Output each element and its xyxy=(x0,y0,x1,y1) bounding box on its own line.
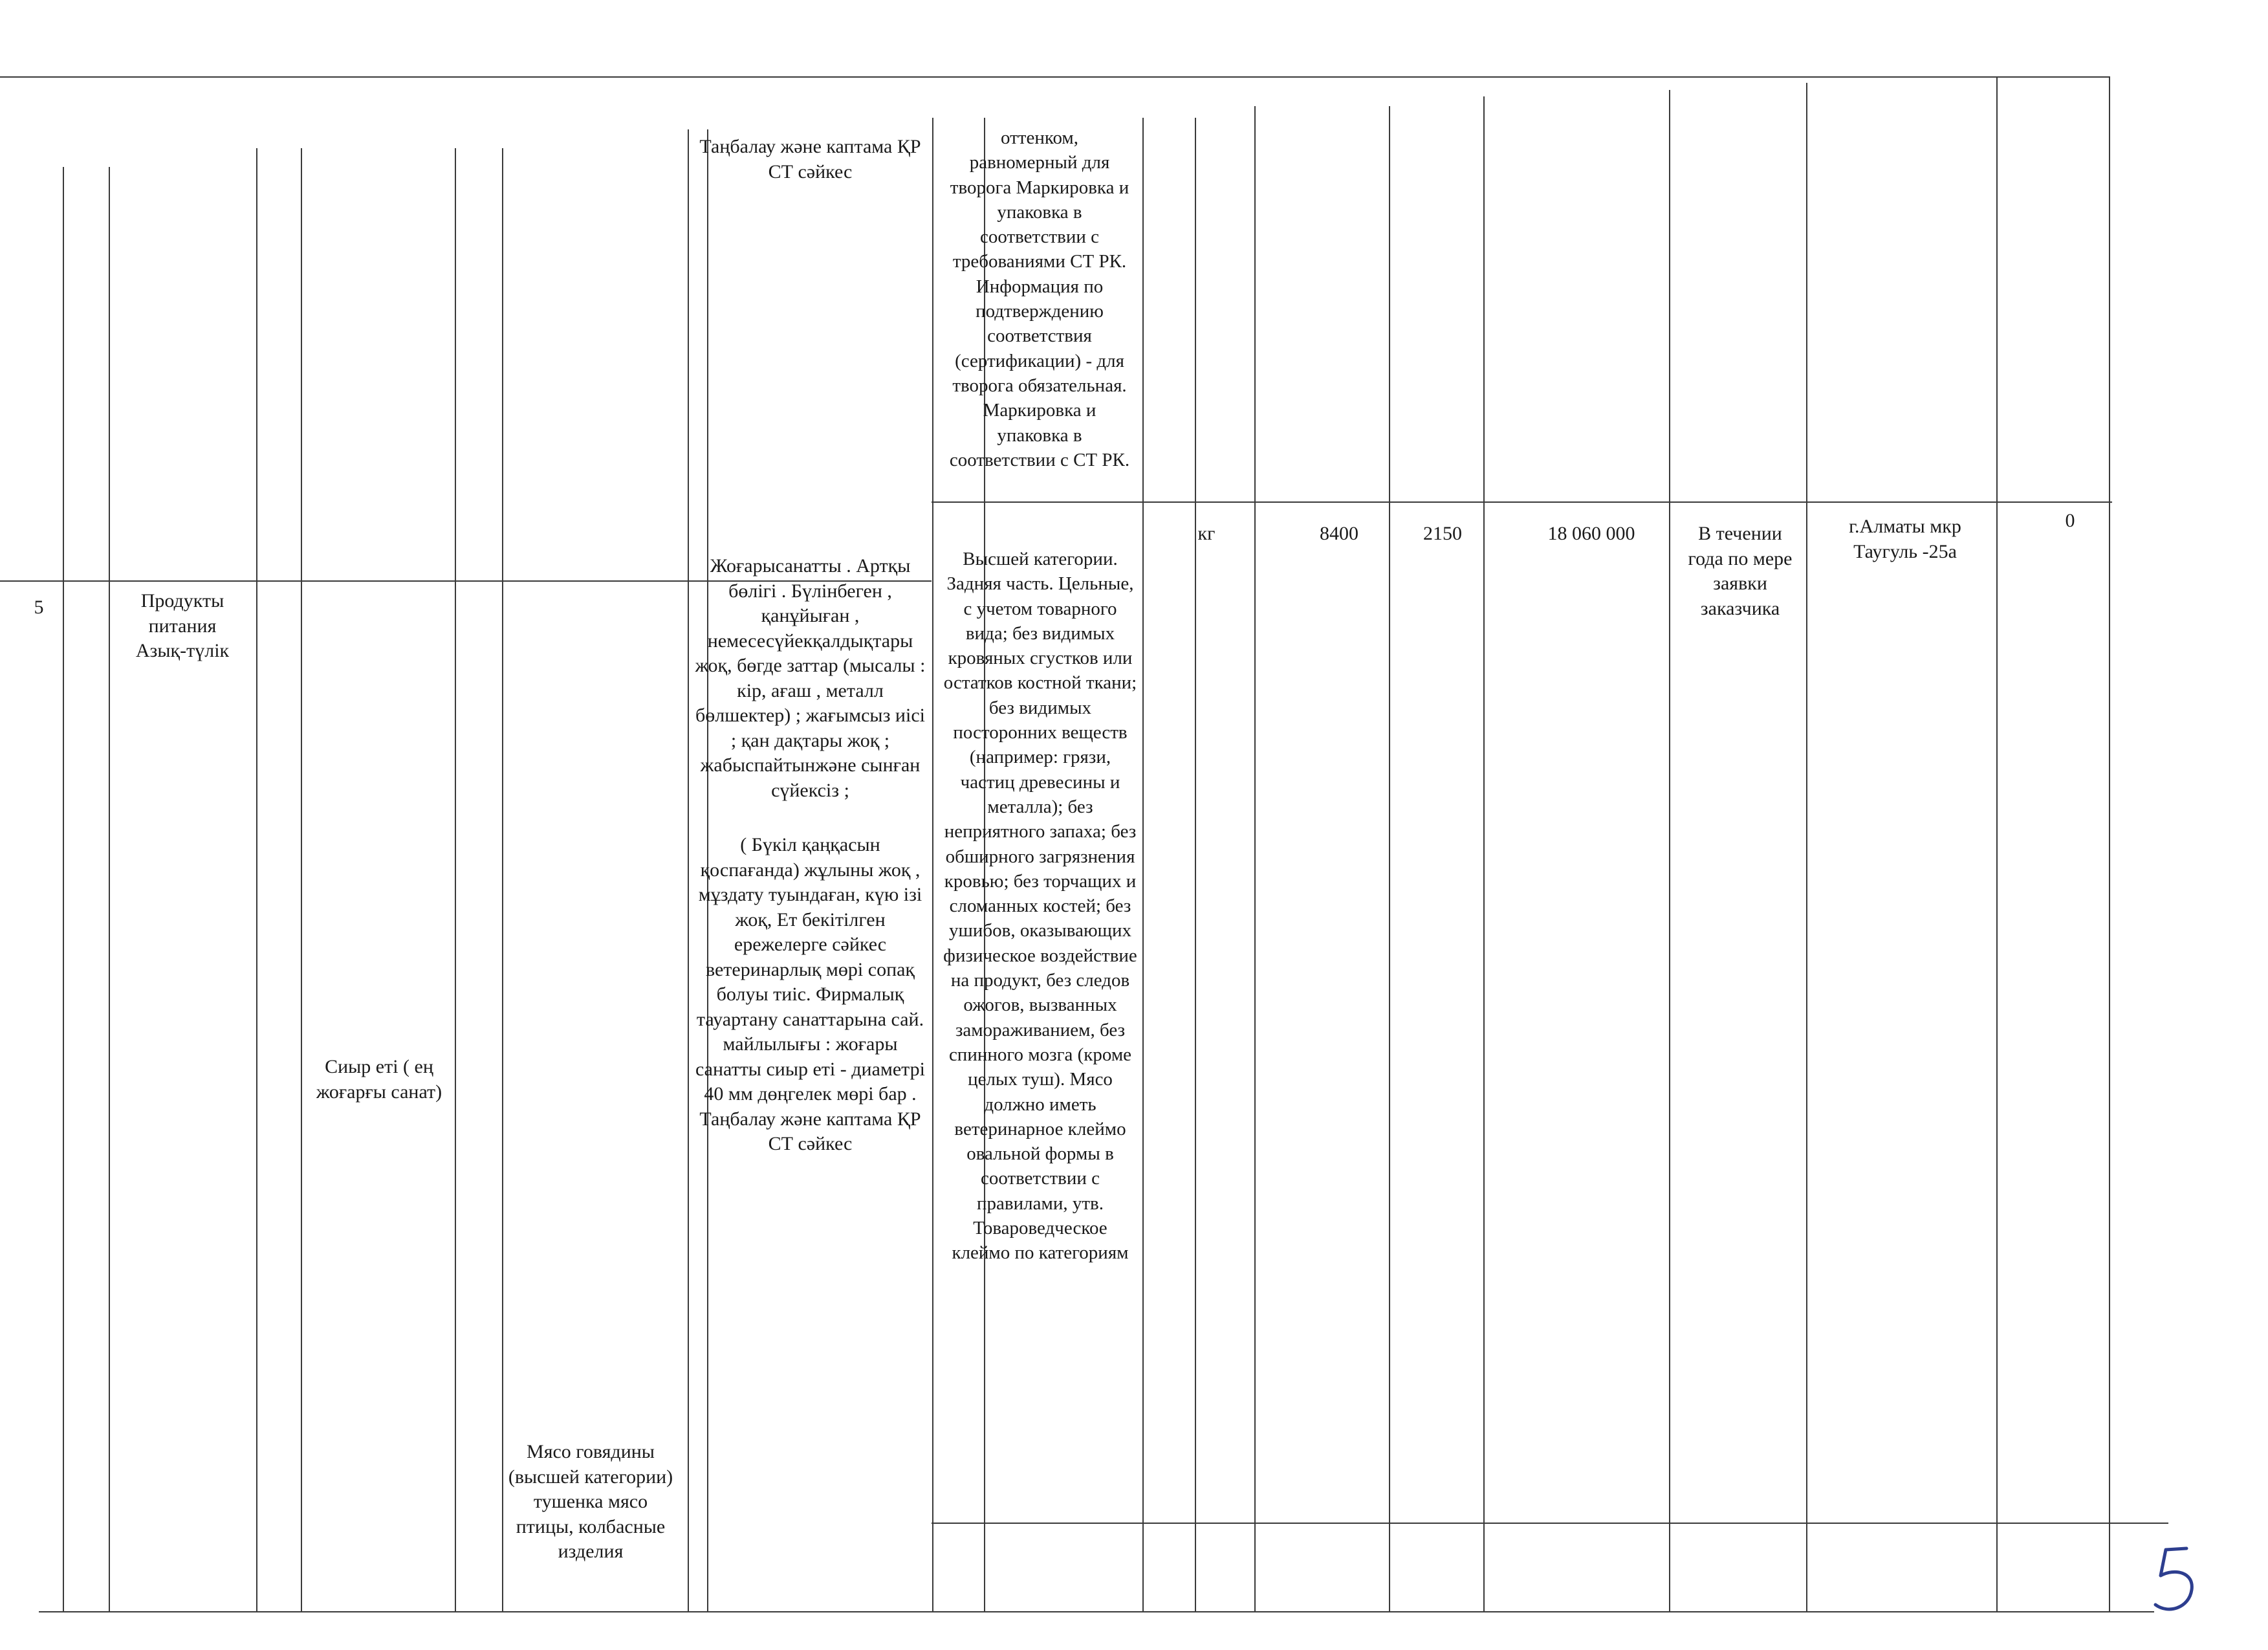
continuation-requirements-kk: Таңбалау және каптама ҚР СТ сәйкес xyxy=(699,136,921,182)
amount-cell: 18 060 000 xyxy=(1547,523,1635,544)
column-divider xyxy=(1669,90,1670,1611)
column-divider xyxy=(1254,106,1256,1611)
table-top-border xyxy=(0,76,2110,78)
column-divider xyxy=(455,148,456,1611)
column-divider xyxy=(1142,118,1144,1611)
category-kk: Азық-түлік xyxy=(135,640,230,661)
quantity-cell: 8400 xyxy=(1320,523,1358,544)
column-divider xyxy=(1195,118,1196,1611)
price-cell: 2150 xyxy=(1423,523,1462,544)
handwritten-page-number xyxy=(2141,1543,2212,1621)
delivery-term-cell: В течении года по мере заявки заказчика xyxy=(1688,523,1793,619)
continuation-requirements-ru: оттенком, равномерный для творога Маркировка и упаковка в соответствии с требованиями СТ РК. Информация по подтверждению соответствия (сертификации) - для творога обязательная. Маркировка и упаковка в соответствии с СТ РК. xyxy=(949,127,1130,470)
column-divider xyxy=(932,118,933,1611)
column-divider xyxy=(109,167,110,1611)
column-divider xyxy=(63,167,64,1611)
requirements-kk-second: ( Бүкіл қаңқасын қоспағанда) жұлыны жоқ , мұздату туындаған, күю ізі жоқ, Ет бекітілген ережелерге сәйкес ветеринарлық мөрі сопақ болуы тиіс. Фирмалық тауартану санаттарына сай. майлылығы : жоғары санатты сиыр еті - диаметрі 40 мм дөңгелек мөрі бар . Таңбалау және каптама ҚР СТ сәйкес xyxy=(695,834,925,1154)
column-divider xyxy=(1996,78,1998,1611)
requirements-kk-main: Жоғарысанатты . Артқы бөлігі . Бүлінбеген , қанұйыған , немесесүйекқалдықтары жоқ, бөгде заттар (мысалы : кір, ағаш , металл бөлшектер) ; жағымсыз иісі ; қан дақтары жоқ ; жабыспайтынжәне сынған сүйексіз ; xyxy=(695,555,926,801)
row-number: 5 xyxy=(34,597,44,618)
category-ru: Продукты питания xyxy=(140,590,224,637)
row-divider xyxy=(932,501,2112,503)
column-divider xyxy=(1389,106,1390,1611)
table-bottom-border xyxy=(932,1523,2168,1524)
product-name-kk: Сиыр еті ( ең жоғарғы санат) xyxy=(316,1056,442,1103)
delivery-place-cell: г.Алматы мкр Таугуль -25а xyxy=(1849,516,1961,562)
column-divider xyxy=(1483,96,1485,1611)
column-divider xyxy=(1806,83,1807,1611)
category-cell xyxy=(111,589,254,664)
column-divider xyxy=(301,148,302,1611)
advance-cell: 0 xyxy=(2065,510,2075,531)
column-divider xyxy=(502,148,503,1611)
unit-cell: кг xyxy=(1197,523,1216,544)
requirements-ru: Высшей категории. Задняя часть. Цельные, с учетом товарного вида; без видимых кровяных сгустков или остатков костной ткани; без видимых посторонних веществ (например: грязи, частиц древесины и металла); без неприятного запаха; без обширного загрязнения кровью; без торчащих и сломанных костей; без ушибов, оказывающих физическое воздействие на продукт, без следов ожогов, вызванных замораживанием, без спинного мозга (кроме целых туш). Мясо должно иметь ветеринарное клеймо овальной формы в соответствии с правилами, утв. Товароведческое клеймо по категориям xyxy=(943,549,1137,1264)
column-divider xyxy=(256,148,257,1611)
column-divider xyxy=(2109,76,2110,1611)
product-name-ru: Мясо говядины (высшей категории) тушенка мясо птицы, колбасные изделия xyxy=(508,1441,673,1562)
table-bottom-border xyxy=(39,1611,2154,1612)
column-divider xyxy=(688,129,689,1611)
